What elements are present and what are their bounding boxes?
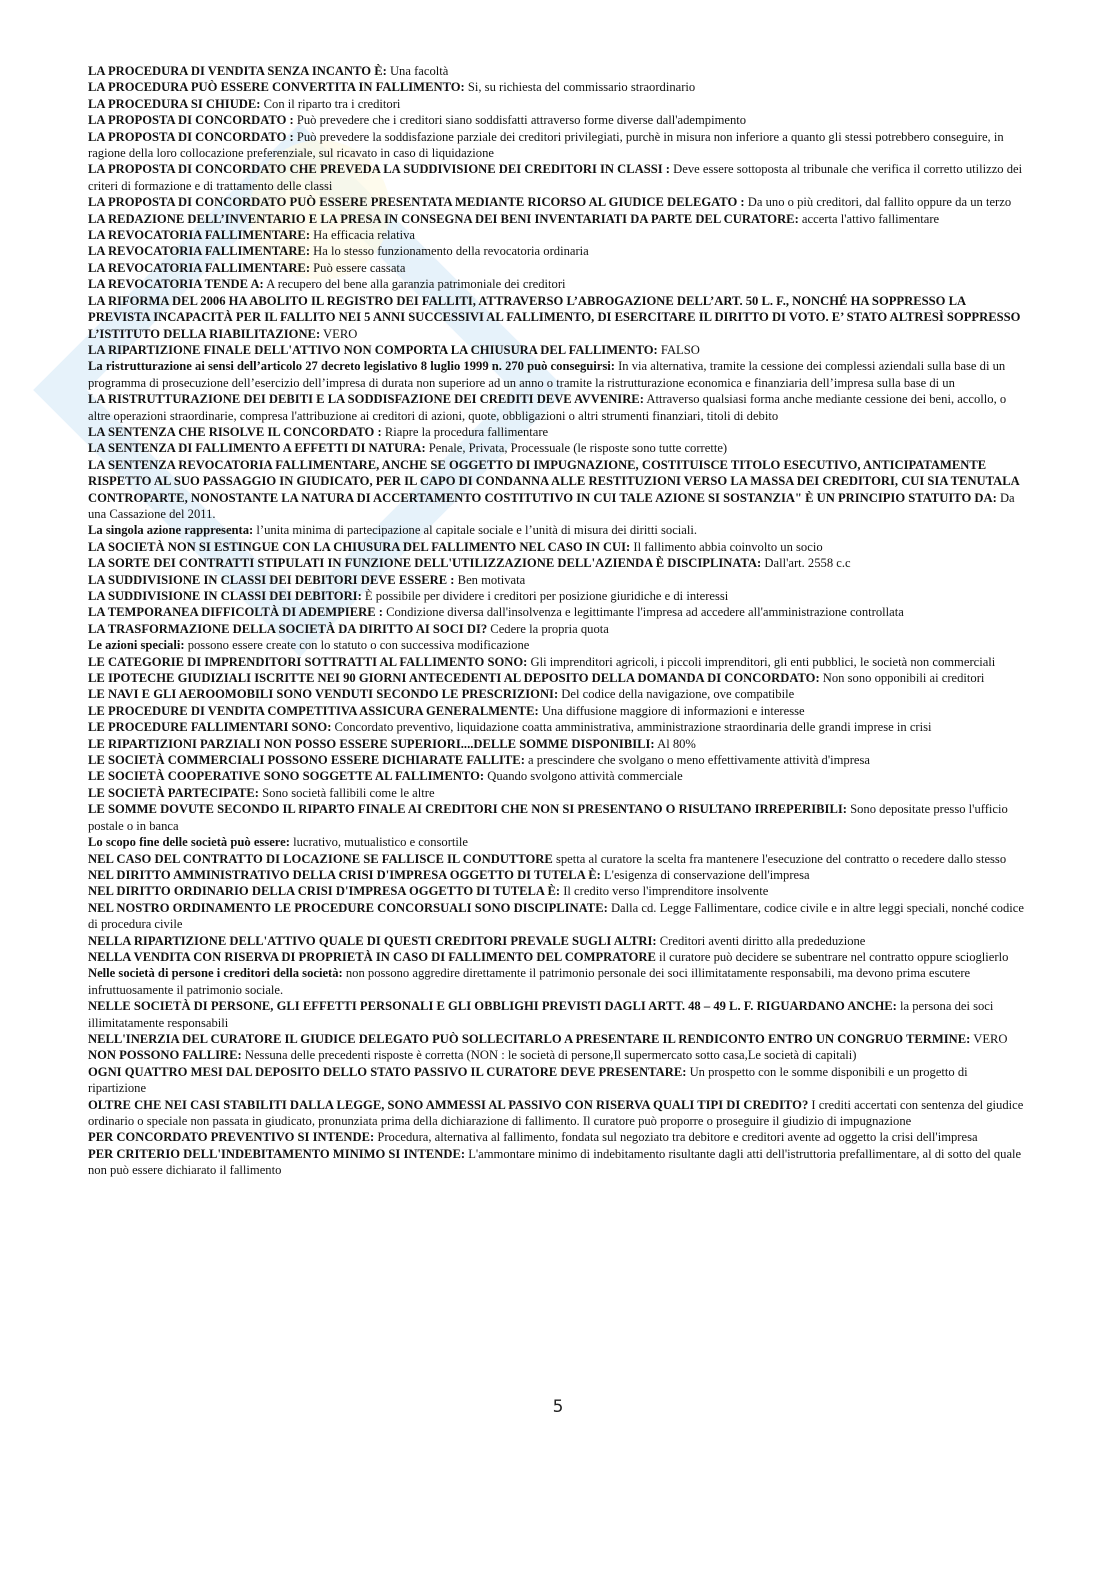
answer-text: VERO (320, 326, 358, 341)
question-text: LA REVOCATORIA TENDE A: (88, 277, 264, 292)
question-text: LE SOCIETÀ COMMERCIALI POSSONO ESSERE DICHIARATE FALLITE: (88, 753, 525, 768)
answer-text: Può prevedere che i creditori siano soddisfatti attraverso forme diverse dall'adempimento (293, 113, 747, 128)
question-text: LA PROPOSTA DI CONCORDATO CHE PREVEDA LA SUDDIVISIONE DEI CREDITORI IN CLASSI : (88, 162, 670, 177)
qa-entry (88, 227, 1028, 243)
answer-text: A recupero del bene alla garanzia patrimoniale dei creditori (263, 277, 566, 292)
question-text: LA PROPOSTA DI CONCORDATO : (88, 113, 294, 128)
question-text: NON POSSONO FALLIRE: (88, 1048, 242, 1063)
qa-entry (88, 768, 1028, 784)
answer-text: L'ammontare minimo di indebitamento risultante dagli atti dell'istruttoria prefallimentare, al di sotto del quale non può essere dichiarato il fallimento (88, 1146, 1022, 1178)
question-text: LA REDAZIONE DELL’INVENTARIO E LA PRESA IN CONSEGNA DEI BENI INVENTARIATI DA PARTE DEL CURATORE: (88, 211, 799, 226)
question-text: LA PROPOSTA DI CONCORDATO : (88, 129, 294, 144)
question-text: NELLE SOCIETÀ DI PERSONE, GLI EFFETTI PERSONALI E GLI OBBLIGHI PREVISTI DAGLI ARTT. 48 – 49 L. F. RIGUARDANO ANCHE: (88, 999, 897, 1014)
answer-text: Il fallimento abbia coinvolto un socio (630, 539, 823, 554)
answer-text: a prescindere che svolgano o meno effettivamente attività d'impresa (524, 753, 870, 768)
qa-entry (88, 752, 1028, 768)
qa-entry (88, 572, 1028, 588)
answer-text: FALSO (657, 342, 700, 357)
question-text: LE PROCEDURE FALLIMENTARI SONO: (88, 720, 332, 735)
qa-entry (88, 1146, 1028, 1179)
question-text: LE SOCIETÀ COOPERATIVE SONO SOGGETTE AL FALLIMENTO: (88, 769, 485, 784)
qa-entry (88, 883, 1028, 899)
qa-entry (88, 834, 1028, 850)
question-text: NEL NOSTRO ORDINAMENTO LE PROCEDURE CONCORSUALI SONO DISCIPLINATE: (88, 900, 608, 915)
document-body (88, 63, 1028, 1179)
question-text: NEL CASO DEL CONTRATTO DI LOCAZIONE SE FALLISCE IL CONDUTTORE (88, 851, 553, 866)
answer-text: Sono società fallibili come le altre (259, 785, 435, 800)
qa-entry (88, 851, 1028, 867)
answer-text: Procedura, alternativa al fallimento, fondata sul negoziato tra debitore e creditori avente ad oggetto la crisi dell'impresa (374, 1130, 978, 1145)
qa-entry (88, 243, 1028, 259)
question-text: LE IPOTECHE GIUDIZIALI ISCRITTE NEI 90 GIORNI ANTECEDENTI AL DEPOSITO DELLA DOMANDA DI CONCORDATO: (88, 671, 820, 686)
qa-entry (88, 867, 1028, 883)
qa-entry (88, 637, 1028, 653)
question-text: LE RIPARTIZIONI PARZIALI NON POSSO ESSERE SUPERIORI....DELLE SOMME DISPONIBILI: (88, 736, 655, 751)
answer-text: Nessuna delle precedenti risposte è corretta (NON : le società di persone,Il supermercato sotto casa,Le società di capitali) (241, 1048, 857, 1063)
qa-entry (88, 1129, 1028, 1145)
qa-entry (88, 1031, 1028, 1047)
qa-entry (88, 424, 1028, 440)
question-text: LA SUDDIVISIONE IN CLASSI DEI DEBITORI DEVE ESSERE : (88, 572, 455, 587)
question-text: PER CRITERIO DELL'INDEBITAMENTO MINIMO SI INTENDE: (88, 1146, 466, 1161)
question-text: NELL'INERZIA DEL CURATORE IL GIUDICE DELEGATO PUÒ SOLLECITARLO A PRESENTARE IL RENDICONTO ENTRO UN CONGRUO TERMINE: (88, 1031, 971, 1046)
answer-text: Condizione diversa dall'insolvenza e legittimante l'impresa ad accedere all'amministrazione controllata (382, 605, 904, 620)
qa-entry (88, 785, 1028, 801)
answer-text: L'esigenza di conservazione dell'impresa (600, 867, 810, 882)
qa-entry (88, 129, 1028, 162)
question-text: LA RIFORMA DEL 2006 HA ABOLITO IL REGISTRO DEI FALLITI, ATTRAVERSO L’ABROGAZIONE DELL’ART. 50 L. F., NONCHÉ HA SOPPRESSO LA PREVISTA INCAPACITÀ PER IL FALLITO NEI 5 ANNI SUCCESSIVI AL FALLIMENTO, DI ESERCITARE IL DIRITTO DI VOTO. E’ STATO ALTRESÌ SOPPRESSO L’ISTITUTO DELLA RIABILITAZIONE: (88, 293, 1021, 341)
answer-text: Ha lo stesso funzionamento della revocatoria ordinaria (310, 244, 589, 259)
question-text: LE CATEGORIE DI IMPRENDITORI SOTTRATTI AL FALLIMENTO SONO: (88, 654, 528, 669)
answer-text: In via alternativa, tramite la cessione dei complessi aziendali sulla base di un programma di prosecuzione dell’esercizio dell’impresa di durata non superiore ad un anno o tramite la ristrutturazione economica e finanziaria dell’impresa sulla base di un (88, 359, 1006, 390)
answer-text: Concordato preventivo, liquidazione coatta amministrativa, amministrazione straordinaria delle grandi imprese in crisi (331, 720, 932, 735)
question-text: La ristrutturazione ai sensi dell’articolo 27 decreto legislativo 8 luglio 1999 n. 270 può conseguirsi: (88, 359, 615, 374)
answer-text: lucrativo, mutualistico e consortile (289, 835, 468, 850)
qa-entry (88, 965, 1028, 998)
answer-text: non possono aggredire direttamente il patrimonio personale dei soci illimitatamente responsabili, ma devono prima escutere infruttuosamente il patrimonio sociale. (88, 966, 971, 997)
question-text: LE NAVI E GLI AEROOMOBILI SONO VENDUTI SECONDO LE PRESCRIZIONI: (88, 687, 559, 702)
answer-text: Creditori aventi diritto alla prededuzione (656, 933, 866, 948)
answer-text: Quando svolgono attività commerciale (484, 769, 683, 784)
question-text: LA PROCEDURA DI VENDITA SENZA INCANTO È: (88, 64, 387, 78)
qa-entry (88, 391, 1028, 424)
answer-text: Attraverso qualsiasi forma anche mediante cessione dei beni, accollo, o altre operazioni straordinarie, compresa l'attribuzione ai creditori di azioni, quote, obbligazioni o altri strumenti finanziari, titoli di debito (88, 392, 1007, 423)
question-text: LA RIPARTIZIONE FINALE DELL'ATTIVO NON COMPORTA LA CHIUSURA DEL FALLIMENTO: (88, 342, 658, 357)
answer-text: spetta al curatore la scelta fra mantenere l'esecuzione del contratto o recedere dallo stesso (552, 851, 1007, 866)
answer-text: Gli imprenditori agricoli, i piccoli imprenditori, gli enti pubblici, le società non commerciali (527, 654, 996, 669)
qa-entry (88, 342, 1028, 358)
question-text: NELLA RIPARTIZIONE DELL'ATTIVO QUALE DI QUESTI CREDITORI PREVALE SUGLI ALTRI: (88, 933, 657, 948)
question-text: Nelle società di persone i creditori della società: (88, 966, 343, 981)
qa-entry (88, 998, 1028, 1031)
question-text: La singola azione rappresenta: (88, 523, 254, 538)
answer-text: Penale, Privata, Processuale (le risposte sono tutte corrette) (425, 441, 728, 456)
answer-text: Sono depositate presso l'ufficio postale o in banca (88, 802, 1008, 833)
answer-text: Del codice della navigazione, ove compatibile (558, 687, 795, 702)
answer-text: Una diffusione maggiore di informazioni e interesse (538, 703, 805, 718)
answer-text: accerta l'attivo fallimentare (798, 211, 940, 226)
qa-entry (88, 604, 1028, 620)
question-text: NEL DIRITTO AMMINISTRATIVO DELLA CRISI D'IMPRESA OGGETTO DI TUTELA È: (88, 867, 601, 882)
qa-entry (88, 457, 1028, 523)
qa-entry (88, 539, 1028, 555)
question-text: LA SOCIETÀ NON SI ESTINGUE CON LA CHIUSURA DEL FALLIMENTO NEL CASO IN CUI: (88, 539, 631, 554)
qa-entry (88, 79, 1028, 95)
qa-entry (88, 63, 1028, 79)
answer-text: Riapre la procedura fallimentare (381, 424, 549, 439)
qa-entry (88, 933, 1028, 949)
qa-entry (88, 686, 1028, 702)
answer-text: Non sono opponibili ai creditori (819, 671, 985, 686)
qa-entry (88, 900, 1028, 933)
qa-entry (88, 801, 1028, 834)
qa-entry (88, 736, 1028, 752)
qa-entry (88, 1047, 1028, 1063)
question-text: LA SUDDIVISIONE IN CLASSI DEI DEBITORI: (88, 589, 362, 603)
answer-text: I crediti accertati con sentenza del giudice ordinario o speciale non passata in giudicato, pronunziata prima della dichiarazione di fallimento. Il curatore può proporre o proseguire il giudizio di impugnazione (88, 1097, 1024, 1128)
qa-entry (88, 703, 1028, 719)
qa-entry (88, 621, 1028, 637)
qa-entry (88, 276, 1028, 292)
answer-text: Da uno o più creditori, dal fallito oppure da un terzo (744, 195, 1012, 210)
answer-text: l’unita minima di partecipazione al capitale sociale e l’unità di misura dei diritti sociali. (253, 523, 698, 538)
answer-text: possono essere create con lo statuto o con successiva modificazione (184, 638, 530, 653)
question-text: PER CONCORDATO PREVENTIVO SI INTENDE: (88, 1130, 375, 1145)
page-number: 5 (552, 1397, 564, 1417)
question-text: NELLA VENDITA CON RISERVA DI PROPRIETÀ IN CASO DI FALLIMENTO DEL COMPRATORE (88, 949, 656, 964)
answer-text: Al 80% (654, 736, 696, 751)
answer-text: Il credito verso l'imprenditore insolvente (560, 884, 769, 899)
qa-entry (88, 112, 1028, 128)
answer-text: Dall'art. 2558 c.c (761, 556, 851, 571)
answer-text: Si, su richiesta del commissario straordinario (464, 80, 696, 95)
answer-text: Dalla cd. Legge Fallimentare, codice civile e in altre leggi speciali, nonché codice di procedura civile (88, 900, 1024, 932)
question-text: LA RISTRUTTURAZIONE DEI DEBITI E LA SODDISFAZIONE DEI CREDITI DEVE AVVENIRE: (88, 392, 644, 407)
qa-entry (88, 194, 1028, 210)
question-text: LA REVOCATORIA FALLIMENTARE: (88, 244, 311, 259)
question-text: Lo scopo fine delle società può essere: (88, 835, 290, 850)
qa-entry (88, 1064, 1028, 1097)
question-text: LE SOCIETÀ PARTECIPATE: (88, 785, 259, 800)
answer-text: VERO (970, 1031, 1008, 1046)
question-text: LE PROCEDURE DI VENDITA COMPETITIVA ASSICURA GENERALMENTE: (88, 703, 539, 718)
qa-entry (88, 211, 1028, 227)
question-text: LA SORTE DEI CONTRATTI STIPULATI IN FUNZIONE DELL'UTILIZZAZIONE DELL'AZIENDA È DISCIPLINATA: (88, 556, 762, 571)
qa-entry (88, 588, 1028, 604)
qa-entry (88, 522, 1028, 538)
question-text: LA PROCEDURA PUÒ ESSERE CONVERTITA IN FALLIMENTO: (88, 80, 465, 95)
question-text: LA PROPOSTA DI CONCORDATO PUÒ ESSERE PRESENTATA MEDIANTE RICORSO AL GIUDICE DELEGATO : (88, 195, 745, 210)
question-text: LA SENTENZA CHE RISOLVE IL CONCORDATO : (88, 424, 382, 439)
answer-text: Da una Cassazione del 2011. (88, 490, 1015, 521)
qa-entry (88, 293, 1028, 342)
answer-text: Può prevedere la soddisfazione parziale dei creditori privilegiati, purchè in misura non inferiore a quanto gli stessi potrebbero conseguire, in ragione della loro collocazione preferenziale, sul ricavato in caso di liquidazione (88, 129, 1004, 161)
qa-entry (88, 260, 1028, 276)
question-text: LE SOMME DOVUTE SECONDO IL RIPARTO FINALE AI CREDITORI CHE NON SI PRESENTANO O RISULTANO IRREPERIBILI: (88, 802, 847, 817)
qa-entry (88, 96, 1028, 112)
qa-entry (88, 949, 1028, 965)
answer-text: il curatore può decidere se subentrare nel contratto oppure scioglierlo (655, 949, 1009, 964)
answer-text: Cedere la propria quota (487, 621, 609, 636)
question-text: LA REVOCATORIA FALLIMENTARE: (88, 260, 311, 275)
question-text: LA TEMPORANEA DIFFICOLTÀ DI ADEMPIERE : (88, 605, 383, 620)
qa-entry (88, 555, 1028, 571)
answer-text: Può essere cassata (310, 260, 406, 275)
answer-text: Con il riparto tra i creditori (260, 96, 401, 111)
question-text: LA REVOCATORIA FALLIMENTARE: (88, 228, 311, 243)
qa-entry (88, 1097, 1028, 1130)
answer-text: Deve essere sottoposta al tribunale che verifica il corretto utilizzo dei criteri di formazione e di trattamento delle classi (88, 162, 1023, 193)
qa-entry (88, 719, 1028, 735)
question-text: LA TRASFORMAZIONE DELLA SOCIETÀ DA DIRITTO AI SOCI DI? (88, 621, 488, 636)
question-text: LA SENTENZA REVOCATORIA FALLIMENTARE, ANCHE SE OGGETTO DI IMPUGNAZIONE, COSTITUISCE TITOLO ESECUTIVO, ANTICIPATAMENTE RISPETTO AL SUO PASSAGGIO IN GIUDICATO, PER IL CAPO DI CONDANNA ALLE RESTITUZIONI VERSO LA MASSA DEI CREDITORI, CUI SIA TENUTALA CONTROPARTE, NONOSTANTE LA NATURA DI ACCERTAMENTO COSTITUTIVO IN CUI TALE AZIONE SI SOSTANZIA" È UN PRINCIPIO STATUITO DA: (88, 457, 1020, 505)
question-text: Le azioni speciali: (88, 638, 185, 653)
answer-text: Un prospetto con le somme disponibili e un progetto di ripartizione (88, 1064, 968, 1096)
qa-entry (88, 161, 1028, 194)
answer-text: Ha efficacia relativa (310, 228, 416, 243)
question-text: OLTRE CHE NEI CASI STABILITI DALLA LEGGE, SONO AMMESSI AL PASSIVO CON RISERVA QUALI TIPI DI CREDITO? (88, 1097, 809, 1112)
question-text: LA SENTENZA DI FALLIMENTO A EFFETTI DI NATURA: (88, 441, 426, 456)
answer-text: Una facoltà (386, 64, 449, 78)
qa-entry (88, 670, 1028, 686)
qa-entry (88, 358, 1028, 391)
question-text: NEL DIRITTO ORDINARIO DELLA CRISI D'IMPRESA OGGETTO DI TUTELA È: (88, 884, 561, 899)
answer-text: la persona dei soci illimitatamente responsabili (88, 999, 994, 1030)
qa-entry (88, 440, 1028, 456)
qa-entry (88, 654, 1028, 670)
answer-text: È possibile per dividere i creditori per posizione giuridiche e di interessi (361, 589, 729, 603)
question-text: LA PROCEDURA SI CHIUDE: (88, 96, 261, 111)
answer-text: Ben motivata (454, 572, 526, 587)
question-text: OGNI QUATTRO MESI DAL DEPOSITO DELLO STATO PASSIVO IL CURATORE DEVE PRESENTARE: (88, 1064, 687, 1079)
